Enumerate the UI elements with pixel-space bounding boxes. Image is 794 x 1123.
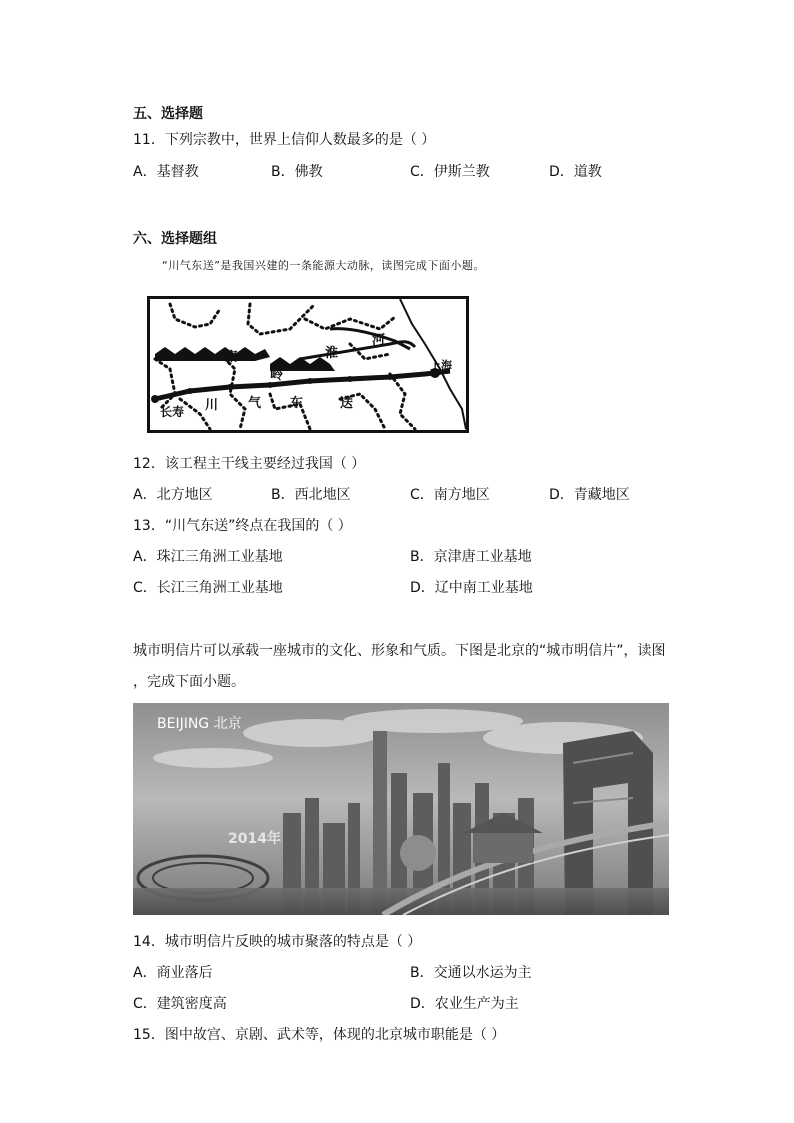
q14-option-b: B．交通以水运为主 [410,965,532,981]
pipeline-map [147,296,469,433]
section-title-5: 五、选择题 [133,106,203,122]
section-title-6: 六、选择题组 [133,231,217,247]
map-label-he: 河 [372,333,386,348]
q13-option-a: A．珠江三角洲工业基地 [133,549,283,565]
beijing-postcard-drawing [133,703,669,915]
question-14-stem: 14．城市明信片反映的城市聚落的特点是（ ） [133,934,422,950]
q13-option-c: C．长江三角洲工业基地 [133,580,283,596]
map-label-ling: 岭 [270,368,284,383]
question-11-stem: 11．下列宗教中，世界上信仰人数最多的是（ ） [133,132,436,148]
question-15-stem: 15．图中故宫、京剧、武术等，体现的北京城市职能是（ ） [133,1027,506,1043]
q14-option-c: C．建筑密度高 [133,996,227,1012]
map-label-changshou: 长寿 [160,405,185,419]
q11-option-d: D．道教 [549,164,602,180]
section-6-intro: “川气东送”是我国兴建的一条能源大动脉，读图完成下面小题。 [162,259,485,272]
q13-option-b: B．京津唐工业基地 [410,549,532,565]
question-13-stem: 13．“川气东送”终点在我国的（ ） [133,518,352,534]
q11-option-a: A．基督教 [133,164,199,180]
q13-option-d: D．辽中南工业基地 [410,580,533,596]
map-label-shanghai: 上海 [430,359,452,372]
q12-option-c: C．南方地区 [410,487,490,503]
map-label-chuan: 川 [205,398,219,413]
postcard-caption: BEIJING 北京 [157,716,242,732]
map-label-qin: 秦 [225,350,239,365]
pipeline-map-drawing [150,299,466,430]
map-label-huai: 淮 [325,346,339,361]
postcard-intro-line2: ，完成下面小题。 [133,674,245,690]
q12-option-b: B．西北地区 [271,487,351,503]
beijing-postcard-image [133,703,669,915]
map-label-qi: 气 [248,396,262,411]
map-label-song: 送 [340,396,354,411]
q11-option-b: B．佛教 [271,164,323,180]
q14-option-d: D．农业生产为主 [410,996,519,1012]
q11-option-c: C．伊斯兰教 [410,164,490,180]
question-12-stem: 12．该工程主干线主要经过我国（ ） [133,456,366,472]
q14-option-a: A．商业落后 [133,965,213,981]
q12-option-a: A．北方地区 [133,487,213,503]
map-label-dong: 东 [290,396,304,411]
postcard-intro-line1: 城市明信片可以承载一座城市的文化、形象和气质。下图是北京的“城市明信片”，读图 [133,643,666,659]
q12-option-d: D．青藏地区 [549,487,630,503]
postcard-numbers: 2014年 [228,831,281,847]
